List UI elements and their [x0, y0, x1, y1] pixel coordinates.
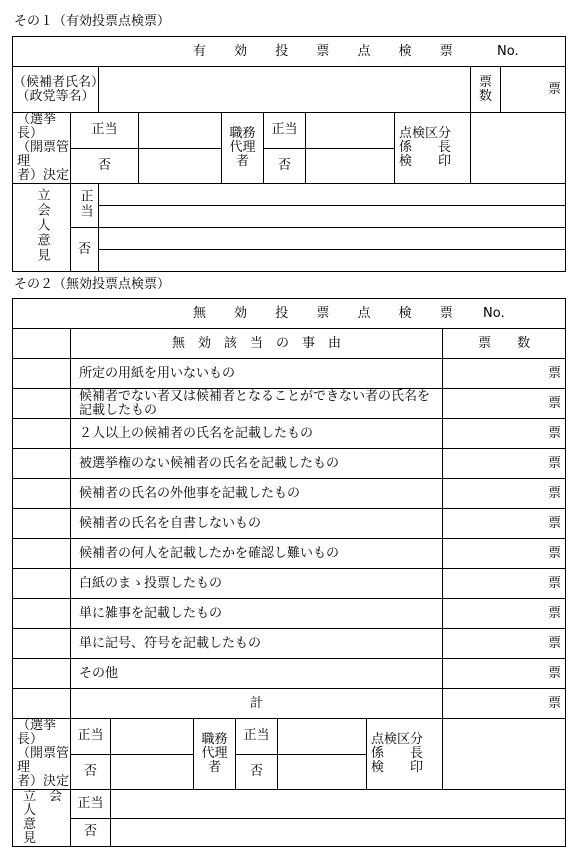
witness-correct-line-1[interactable]	[99, 184, 566, 206]
reason-row	[13, 509, 566, 539]
witness-reject-label: 否	[71, 228, 99, 272]
reason-text: その他	[71, 659, 443, 689]
form2-manager-decision-label	[13, 719, 71, 790]
reason-count-unit: 票	[548, 605, 562, 621]
form2-check-label-line2: 係 長	[371, 746, 424, 761]
proxy-correct-field[interactable]	[306, 113, 395, 149]
reason-row	[13, 539, 566, 569]
vote-count-label	[471, 67, 501, 113]
reason-check-cell[interactable]	[13, 479, 71, 509]
proxy-label-line1: 職務	[229, 126, 256, 141]
form2-manager-label-line2: （開票管理	[17, 746, 70, 775]
reason-count-unit: 票	[548, 515, 562, 531]
reason-row	[13, 479, 566, 509]
candidate-name-label	[13, 67, 105, 113]
reason-text: 候補者の氏名の外他事を記載したもの	[71, 479, 443, 509]
proxy-label-line3: 者	[235, 154, 249, 169]
form2-witness-correct-label: 正当	[71, 790, 111, 819]
reason-check-cell[interactable]	[13, 569, 71, 599]
witness-reject-line-2[interactable]	[99, 250, 566, 272]
form2-manager-correct-label: 正当	[71, 719, 111, 755]
reason-count-field[interactable]	[443, 389, 566, 419]
form2-manager-label-line1: （選挙長）	[17, 718, 57, 747]
total-blank	[13, 689, 71, 719]
reason-count-unit: 票	[548, 575, 562, 591]
reason-header: 無 効 該 当 の 事 由	[71, 329, 443, 359]
total-label: 計	[71, 689, 443, 719]
reason-check-cell[interactable]	[13, 419, 71, 449]
form2-proxy-reject-label: 否	[236, 754, 278, 790]
reason-check-cell[interactable]	[13, 629, 71, 659]
reason-row	[13, 389, 566, 419]
check-label-line2: 係 長	[399, 140, 452, 155]
form2-heading: その２（無効投票点検票）	[14, 277, 171, 292]
vote-count-field[interactable]	[501, 67, 566, 113]
reason-text: 候補者の氏名を自書しないもの	[71, 509, 443, 539]
manager-reject-label: 否	[71, 148, 139, 184]
manager-reject-field[interactable]	[139, 148, 222, 184]
reason-count-unit: 票	[548, 545, 562, 561]
reason-count-unit: 票	[548, 485, 562, 501]
reason-row	[13, 629, 566, 659]
candidate-name-label-line2: （政党等名）	[16, 88, 95, 104]
reason-check-cell[interactable]	[13, 659, 71, 689]
reason-text: 所定の用紙を用いないもの	[71, 359, 443, 389]
proxy-reject-field[interactable]	[306, 148, 395, 184]
reason-check-cell[interactable]	[13, 359, 71, 389]
form1-no-label: No.	[497, 44, 519, 59]
reason-row	[13, 359, 566, 389]
valid-vote-check-form	[12, 36, 566, 272]
reason-count-field[interactable]	[443, 509, 566, 539]
reason-count-field[interactable]	[443, 539, 566, 569]
reason-count-field[interactable]	[443, 629, 566, 659]
reason-text: 候補者でない者又は候補者となることができない者の氏名を記載したもの	[71, 389, 443, 419]
invalid-vote-check-form	[12, 298, 566, 847]
form2-witness-label-2: 意 見	[13, 818, 71, 847]
form2-witness-reject-label: 否	[71, 818, 111, 847]
reason-check-cell[interactable]	[13, 389, 71, 419]
reason-count-field[interactable]	[443, 569, 566, 599]
reason-count-field[interactable]	[443, 419, 566, 449]
reason-check-cell[interactable]	[13, 509, 71, 539]
reason-count-field[interactable]	[443, 359, 566, 389]
witness-opinion-label	[13, 184, 71, 272]
reason-check-cell[interactable]	[13, 599, 71, 629]
form2-manager-reject-label: 否	[71, 754, 111, 790]
reason-count-field[interactable]	[443, 449, 566, 479]
manager-label-line2: （開票管理	[17, 140, 70, 169]
form2-check-label-line3: 検 印	[371, 760, 424, 775]
count-header: 票 数	[443, 329, 566, 359]
check-stamp-field[interactable]	[471, 113, 566, 184]
proxy-correct-label: 正当	[264, 113, 306, 149]
reason-check-cell[interactable]	[13, 449, 71, 479]
reason-text: 被選挙権のない候補者の氏名を記載したもの	[71, 449, 443, 479]
reason-count-unit: 票	[548, 665, 562, 681]
reason-text: 候補者の何人を記載したかを確認し難いもの	[71, 539, 443, 569]
reason-row	[13, 569, 566, 599]
form1-title-row	[13, 37, 566, 67]
reason-row	[13, 419, 566, 449]
form2-witness-reject-field[interactable]	[111, 818, 566, 847]
proxy-label-line2: 代理	[229, 140, 256, 155]
form1-title: 有 効 投 票 点 検 票	[193, 44, 465, 59]
form2-title: 無 効 投 票 点 検 票	[193, 306, 465, 321]
manager-correct-label: 正当	[71, 113, 139, 149]
manager-label-line3: 者）決定	[17, 168, 70, 183]
form2-proxy-correct-label: 正当	[236, 719, 278, 755]
form2-proxy-label-line1: 職務	[201, 732, 228, 747]
check-category-label	[395, 113, 471, 184]
reason-count-unit: 票	[548, 395, 562, 411]
reason-row	[13, 659, 566, 689]
form2-title-row	[13, 299, 566, 329]
reason-count-field[interactable]	[443, 479, 566, 509]
proxy-reject-label: 否	[264, 148, 306, 184]
form2-proxy-correct-field[interactable]	[278, 719, 367, 755]
reason-count-field[interactable]	[443, 599, 566, 629]
form2-proxy-label	[194, 719, 236, 790]
form2-witness-label-1: 立 会 人	[13, 790, 71, 819]
form2-check-category-label	[367, 719, 443, 790]
reason-text: ２人以上の候補者の氏名を記載したもの	[71, 419, 443, 449]
witness-reject-line-1[interactable]	[99, 228, 566, 250]
witness-correct-text: 正当	[77, 188, 93, 219]
form2-proxy-label-line3: 者	[207, 760, 221, 775]
reason-count-unit: 票	[548, 425, 562, 441]
form2-manager-reject-field[interactable]	[111, 754, 194, 790]
form2-witness-correct-field[interactable]	[111, 790, 566, 819]
witness-opinion-text: 立会人意見	[34, 188, 50, 263]
form2-check-label-line1: 点検区分	[371, 732, 424, 747]
check-label-line1: 点検区分	[399, 126, 452, 141]
candidate-name-label-line1: （候補者氏名）	[13, 74, 105, 90]
reason-count-unit: 票	[548, 635, 562, 651]
vote-count-label-line2: 数	[478, 88, 492, 104]
vote-count-label-line1: 票	[478, 74, 492, 90]
vote-count-unit: 票	[548, 81, 562, 97]
reason-text: 単に雑事を記載したもの	[71, 599, 443, 629]
form2-proxy-reject-field[interactable]	[278, 754, 367, 790]
form2-check-stamp-field[interactable]	[443, 719, 566, 790]
proxy-label	[222, 113, 264, 184]
reason-row	[13, 449, 566, 479]
reason-text: 単に記号、符号を記載したもの	[71, 629, 443, 659]
form2-proxy-label-line2: 代理	[201, 746, 228, 761]
manager-decision-label	[13, 113, 71, 184]
reason-header-blank	[13, 329, 71, 359]
witness-correct-line-2[interactable]	[99, 206, 566, 228]
manager-label-line1: （選挙長）	[17, 112, 57, 141]
total-unit: 票	[548, 695, 562, 711]
form1-heading: その１（有効投票点検票）	[14, 14, 171, 29]
form2-no-label: No.	[483, 306, 505, 321]
witness-correct-label	[71, 184, 99, 228]
reason-count-field[interactable]	[443, 659, 566, 689]
reason-count-unit: 票	[548, 365, 562, 381]
reason-text: 白紙のまゝ投票したもの	[71, 569, 443, 599]
form2-manager-correct-field[interactable]	[111, 719, 194, 755]
form2-manager-label-line3: 者）決定	[17, 774, 70, 789]
reason-row	[13, 599, 566, 629]
reason-count-unit: 票	[548, 455, 562, 471]
manager-correct-field[interactable]	[139, 113, 222, 149]
reason-check-cell[interactable]	[13, 539, 71, 569]
candidate-name-field[interactable]	[99, 67, 471, 113]
total-count-field[interactable]	[443, 689, 566, 719]
check-label-line3: 検 印	[399, 154, 452, 169]
